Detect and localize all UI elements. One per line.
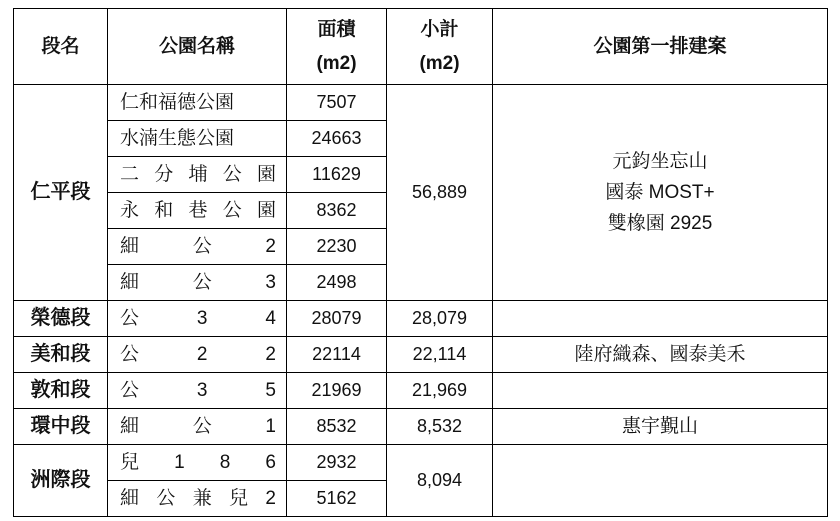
park-name-part: 8 [219,452,231,473]
area-cell: 11629 [287,157,387,193]
header-subtotal-line1: 小計 [420,18,459,40]
park-name-part: 公 [156,488,176,509]
header-subtotal-line2: (m2) [419,52,460,74]
header-subtotal [387,9,493,85]
section-name-cell: 仁平段 [14,85,108,301]
table-row [14,85,828,121]
park-name-cell [108,337,287,373]
projects-cell [493,409,828,445]
park-name-part: 園 [256,200,276,221]
park-name-cell [108,373,287,409]
subtotal-cell: 56,889 [387,85,493,301]
park-name-part: 二 [120,164,140,185]
park-name-part: 1 [174,452,185,473]
park-name-part: 1 [265,416,276,437]
park-name [120,487,276,510]
park-name-part: 兼 [192,488,212,509]
park-name [120,307,276,330]
park-name-part: 公 [192,416,212,437]
subtotal-cell: 8,094 [387,445,493,517]
park-name-cell [108,481,287,517]
project-name: 陸府織森、國泰美禾 [574,344,746,365]
projects-cell [493,85,828,301]
park-name-cell [108,229,287,265]
header-row [14,9,828,85]
park-name-cell [108,157,287,193]
park-name-part: 埔 [188,164,208,185]
park-name-part: 園 [256,164,276,185]
park-name-part: 3 [196,308,208,329]
area-cell: 7507 [287,85,387,121]
park-name-part: 公 [120,308,140,329]
park-name-part: 4 [265,308,276,329]
park-name-part: 公 [192,236,212,257]
park-name-part: 仁和福德公園 [120,92,235,113]
park-name [120,271,276,294]
park-name-cell [108,193,287,229]
projects-cell [493,337,828,373]
section-name-cell: 洲際段 [14,445,108,517]
park-name-part: 細 [120,236,140,257]
park-name-part: 細 [120,488,140,509]
project-name: 國泰 MOST+ [605,182,715,203]
park-name-part: 6 [265,452,276,473]
park-name-part: 公 [192,272,212,293]
park-name-cell [108,85,287,121]
area-cell: 28079 [287,301,387,337]
subtotal-cell: 21,969 [387,373,493,409]
park-name [120,199,276,222]
header-section: 段名 [14,9,108,85]
park-name [120,127,276,150]
table-row [14,409,828,445]
park-name-part: 細 [120,416,140,437]
park-name [120,163,276,186]
section-name-cell: 環中段 [14,409,108,445]
park-name-part: 公 [120,380,140,401]
table-row [14,373,828,409]
area-cell: 2230 [287,229,387,265]
area-cell: 21969 [287,373,387,409]
park-name-part: 水湳生態公園 [120,128,235,149]
park-name-part: 兒 [229,488,249,509]
parks-table [13,8,828,517]
section-name-cell: 美和段 [14,337,108,373]
park-name [120,379,276,402]
park-name-cell [108,409,287,445]
area-cell: 8532 [287,409,387,445]
area-cell: 2498 [287,265,387,301]
header-projects: 公園第一排建案 [493,9,828,85]
table-row [14,445,828,481]
park-name [120,415,276,438]
header-park-name: 公園名稱 [108,9,287,85]
park-name-part: 巷 [188,200,208,221]
subtotal-cell: 28,079 [387,301,493,337]
section-name-cell: 榮德段 [14,301,108,337]
park-name-part: 公 [120,344,140,365]
park-name-part: 2 [265,236,276,257]
park-name-cell [108,121,287,157]
table-row [14,337,828,373]
park-name-part: 公 [222,164,242,185]
header-area [287,9,387,85]
park-name-cell [108,265,287,301]
area-cell: 5162 [287,481,387,517]
area-cell: 8362 [287,193,387,229]
park-name-part: 2 [265,488,276,509]
subtotal-cell: 22,114 [387,337,493,373]
park-name-cell [108,445,287,481]
park-name-part: 2 [265,344,276,365]
header-area-line1: 面積 [317,18,356,40]
project-name: 元鈞坐忘山 [612,151,708,172]
area-cell: 24663 [287,121,387,157]
section-name-cell: 敦和段 [14,373,108,409]
park-name-cell [108,301,287,337]
park-name [120,343,276,366]
park-name-part: 分 [154,164,174,185]
park-name-part: 3 [196,380,208,401]
table-row [14,301,828,337]
park-name-part: 永 [120,200,140,221]
projects-cell [493,301,828,337]
park-name-part: 5 [265,380,276,401]
area-cell: 2932 [287,445,387,481]
park-name [120,451,276,474]
park-name [120,91,276,114]
project-name: 雙橡園 2925 [607,213,713,234]
header-area-line2: (m2) [316,52,357,74]
subtotal-cell: 8,532 [387,409,493,445]
park-name [120,235,276,258]
projects-cell [493,373,828,409]
park-name-part: 和 [154,200,174,221]
park-name-part: 細 [120,272,140,293]
area-cell: 22114 [287,337,387,373]
park-name-part: 公 [222,200,242,221]
park-name-part: 2 [196,344,208,365]
project-name: 惠宇覲山 [621,416,698,437]
park-name-part: 兒 [120,452,140,473]
park-name-part: 3 [265,272,276,293]
projects-cell [493,445,828,517]
